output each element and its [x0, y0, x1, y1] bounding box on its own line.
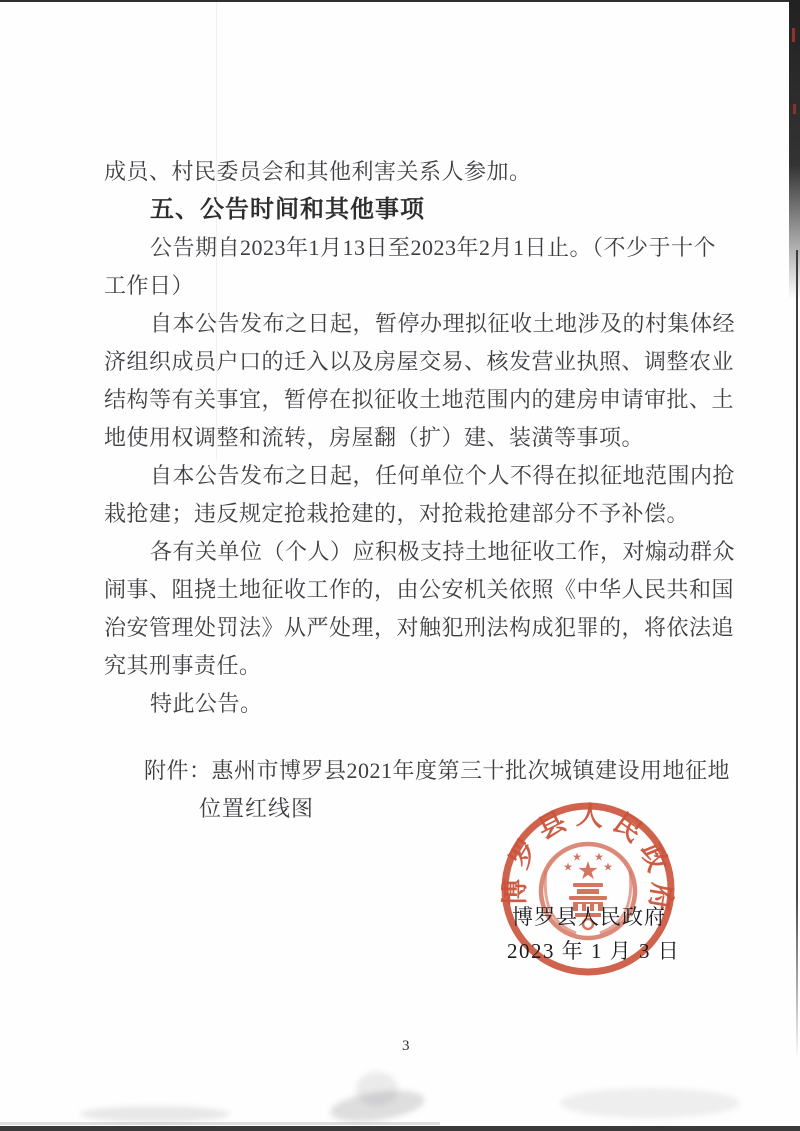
document-body [104, 153, 749, 723]
text-line: 治安管理处罚法》从严处理，对触犯刑法构成犯罪的，将依法追 [104, 615, 735, 640]
scan-artifact-right-edge [789, 0, 800, 300]
scan-smudge [356, 1072, 398, 1106]
text-line: 成员、村民委员会和其他利害关系人参加。 [104, 159, 532, 184]
text-line: 自本公告发布之日起，暂停办理拟征收土地涉及的村集体经 [150, 311, 736, 336]
text-line: 自本公告发布之日起，任何单位个人不得在拟征地范围内抢 [150, 463, 736, 488]
attachment-line: 位置红线图 [199, 796, 315, 821]
text-line: 济组织成员户口的迁入以及房屋交易、核发营业执照、调整农业 [104, 349, 735, 374]
page-number: 3 [402, 1038, 410, 1054]
scan-smudge [80, 1106, 230, 1122]
text-line: 闹事、阻挠土地征收工作的，由公安机关依照《中华人民共和国 [104, 577, 735, 602]
scan-artifact-red-mark [792, 28, 795, 42]
official-seal [478, 779, 698, 999]
text-line: 栽抢建；违反规定抢栽抢建的，对抢栽抢建部分不予补偿。 [104, 501, 690, 526]
text-line: 地使用权调整和流转，房屋翻（扩）建、装潢等事项。 [104, 425, 645, 450]
scan-artifact-top-edge [0, 0, 800, 2]
scan-artifact-bottom-edge [0, 1126, 800, 1131]
scan-artifact-right-line [796, 250, 798, 1060]
seal-date-text: 2023 年 1 月 3 日 [507, 939, 681, 963]
section-heading: 五、公告时间和其他事项 [150, 196, 425, 223]
scan-artifact-bottom-light [0, 1122, 440, 1125]
text-line: 结构等有关事宜，暂停在拟征收土地范围内的建房申请审批、土 [104, 387, 735, 412]
seal-ring-text: 博罗县人民政府 [499, 799, 678, 921]
text-line: 特此公告。 [150, 691, 263, 716]
text-line: 公告期自2023年1月13日至2023年2月1日止。（不少于十个 [150, 235, 717, 260]
attachment-line: 附件：惠州市博罗县2021年度第三十批次城镇建设用地征地 [144, 758, 731, 783]
seal-issuer-text: 博罗县人民政府 [512, 905, 666, 929]
scan-smudge [560, 1088, 740, 1118]
text-line: 究其刑事责任。 [104, 653, 262, 678]
text-line: 各有关单位（个人）应积极支持土地征收工作，对煽动群众 [150, 539, 736, 564]
text-line: 工作日） [104, 273, 195, 298]
scan-artifact-red-mark [793, 104, 796, 114]
